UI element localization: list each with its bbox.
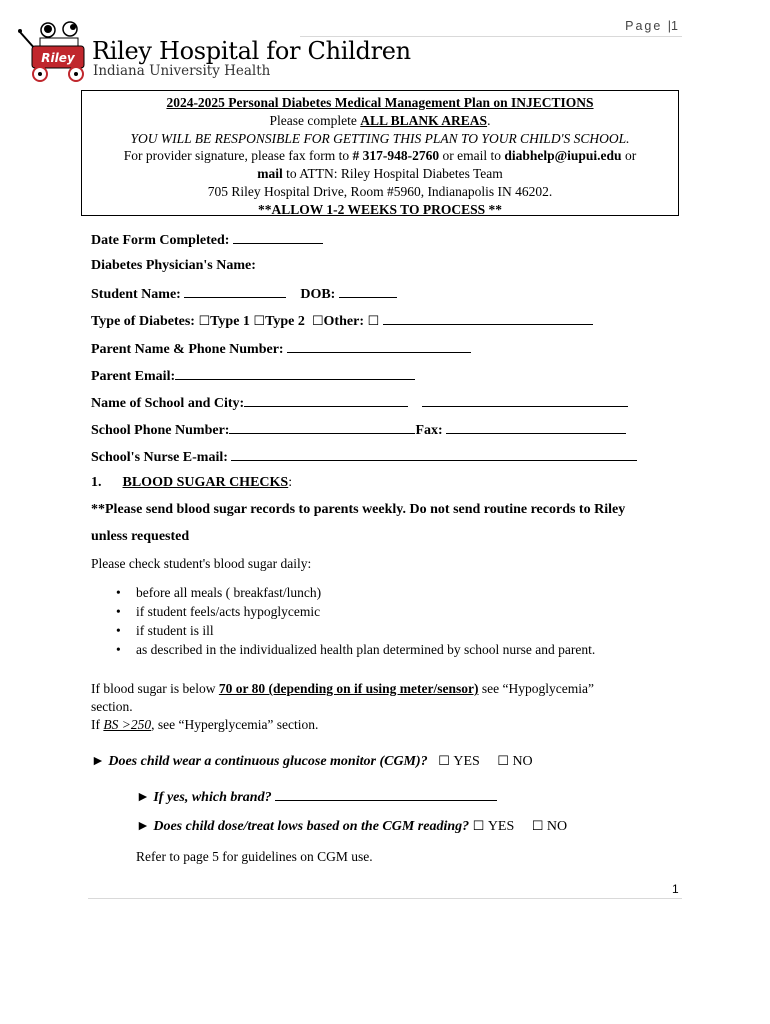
cgm-brand-row bbox=[136, 788, 497, 806]
list-item: • as described in the individualized health plan determined by school nurse and parent. bbox=[116, 642, 596, 657]
hypoglycemia-instruction: If blood sugar is below 70 or 80 (depending on if using meter/sensor) see “Hypoglycemia” bbox=[91, 681, 594, 696]
page-number-footer: 1 bbox=[672, 882, 679, 896]
instructions-box bbox=[81, 90, 679, 216]
bullet-dot-icon: • bbox=[116, 642, 121, 657]
hyperglycemia-instruction: If BS >250, see “Hyperglycemia” section. bbox=[91, 717, 319, 732]
list-item: • before all meals ( breakfast/lunch) bbox=[116, 585, 322, 600]
list-item: • if student is ill bbox=[116, 623, 214, 638]
complete-instruction: Please complete ALL BLANK AREAS. bbox=[269, 112, 491, 128]
cgm-no-checkbox[interactable]: ☐ bbox=[497, 754, 509, 769]
physician-row bbox=[91, 258, 256, 274]
cgm-yes-checkbox[interactable]: ☐ bbox=[438, 754, 450, 769]
section1-title: BLOOD SUGAR CHECKS bbox=[122, 475, 289, 490]
check-intro: Please check student's blood sugar daily: bbox=[91, 556, 312, 571]
records-notice-line1: **Please send blood sugar records to parents weekly. Do not send routine records to Riley bbox=[91, 502, 626, 517]
school-phone-row bbox=[91, 421, 626, 439]
page-label: Page bbox=[625, 19, 663, 33]
form-title: 2024-2025 Personal Diabetes Medical Management Plan on INJECTIONS bbox=[166, 95, 594, 110]
nurse-email-row bbox=[91, 448, 637, 466]
email-link[interactable]: diabhelp@iupui.edu bbox=[504, 148, 622, 164]
diabetes-type-label: Type of Diabetes: bbox=[91, 314, 195, 329]
hospital-subtitle: Indiana University Health bbox=[93, 63, 271, 79]
page-separator: | bbox=[667, 19, 672, 33]
student-name-label: Student Name: bbox=[91, 287, 181, 302]
cgm-guidelines-reference: Refer to page 5 for guidelines on CGM use. bbox=[136, 849, 373, 864]
date-completed-row bbox=[91, 231, 323, 249]
date-completed-label: Date Form Completed: bbox=[91, 233, 230, 248]
parent-email-label: Parent Email: bbox=[91, 369, 176, 384]
responsibility-notice: YOU WILL BE RESPONSIBLE FOR GETTING THIS PLAN TO YOUR CHILD'S SCHOOL. bbox=[130, 130, 630, 146]
parent-name-label: Parent Name & Phone Number: bbox=[91, 342, 284, 357]
page-number: 1 bbox=[671, 19, 680, 33]
other-type-field[interactable] bbox=[383, 312, 593, 325]
type1-label: Type 1 bbox=[210, 314, 250, 329]
other-specify-checkbox[interactable]: ☐ bbox=[367, 314, 380, 329]
bullet-dot-icon: • bbox=[116, 585, 121, 600]
school-name-row bbox=[91, 394, 628, 412]
dose-yes-checkbox[interactable]: ☐ bbox=[472, 819, 485, 834]
dose-no-checkbox[interactable]: ☐ bbox=[531, 819, 544, 834]
parent-email-field[interactable] bbox=[175, 367, 415, 380]
cgm-no-label: NO bbox=[512, 754, 533, 769]
student-name-field[interactable] bbox=[184, 285, 286, 298]
parent-name-field[interactable] bbox=[287, 340, 471, 353]
diabetes-type-row bbox=[91, 312, 593, 330]
bullet-dot-icon: • bbox=[116, 623, 121, 638]
type1-checkbox[interactable]: ☐ bbox=[198, 314, 211, 329]
cgm-brand-field[interactable] bbox=[275, 788, 497, 801]
fax-instruction: For provider signature, please fax form to # 317-948-2760 or email to diabhelp@iupui.edu or bbox=[123, 148, 637, 164]
list-item: • if student feels/acts hypoglycemic bbox=[116, 604, 321, 619]
cgm-question: ► Does child wear a continuous glucose monitor (CGM)? bbox=[91, 754, 428, 769]
page-number-header bbox=[625, 19, 680, 33]
fax-label: Fax: bbox=[415, 423, 443, 438]
cgm-question-row bbox=[91, 754, 533, 770]
section1-heading: 1. BLOOD SUGAR CHECKS: bbox=[91, 475, 293, 490]
section1-number: 1. bbox=[91, 475, 102, 490]
other-label: Other: bbox=[323, 314, 364, 329]
fax-field[interactable] bbox=[446, 421, 626, 434]
hospital-name: Riley Hospital for Children bbox=[92, 37, 411, 65]
check-times-list bbox=[116, 583, 595, 659]
records-notice-line2: unless requested bbox=[91, 529, 190, 544]
other-checkbox[interactable]: ☐ bbox=[311, 314, 324, 329]
dob-field[interactable] bbox=[339, 285, 397, 298]
hypoglycemia-instruction-cont: section. bbox=[91, 699, 133, 714]
mail-instruction: mail to ATTN: Riley Hospital Diabetes Team bbox=[257, 166, 503, 182]
cgm-yes-label: YES bbox=[453, 754, 480, 769]
dob-label: DOB: bbox=[300, 287, 336, 302]
wagon-icon bbox=[18, 20, 98, 86]
school-name-label: Name of School and City: bbox=[91, 396, 245, 411]
school-city-field[interactable] bbox=[422, 394, 628, 407]
type2-checkbox[interactable]: ☐ bbox=[253, 314, 266, 329]
school-name-field[interactable] bbox=[244, 394, 408, 407]
school-phone-label: School Phone Number: bbox=[91, 423, 230, 438]
cgm-dose-row bbox=[136, 819, 567, 835]
bullet-dot-icon: • bbox=[116, 604, 121, 619]
date-completed-field[interactable] bbox=[233, 231, 323, 244]
cgm-brand-question: ► If yes, which brand? bbox=[136, 790, 272, 805]
dose-yes-label: YES bbox=[487, 819, 515, 834]
cgm-dose-question: ► Does child dose/treat lows based on the CGM reading? bbox=[136, 819, 470, 834]
nurse-email-field[interactable] bbox=[231, 448, 637, 461]
student-row bbox=[91, 285, 397, 303]
type2-label: Type 2 bbox=[265, 314, 305, 329]
nurse-email-label: School's Nurse E-mail: bbox=[91, 450, 228, 465]
wagon-text: Riley bbox=[41, 51, 75, 65]
parent-email-row bbox=[91, 367, 415, 385]
footer-rule bbox=[88, 898, 682, 899]
mailing-address: 705 Riley Hospital Drive, Room #5960, Indianapolis IN 46202. bbox=[207, 183, 553, 199]
processing-time: **ALLOW 1-2 WEEKS TO PROCESS ** bbox=[258, 201, 502, 217]
parent-name-row bbox=[91, 340, 471, 358]
physician-label: Diabetes Physician's Name: bbox=[91, 258, 256, 273]
dose-no-label: NO bbox=[546, 819, 568, 834]
school-phone-field[interactable] bbox=[229, 421, 415, 434]
